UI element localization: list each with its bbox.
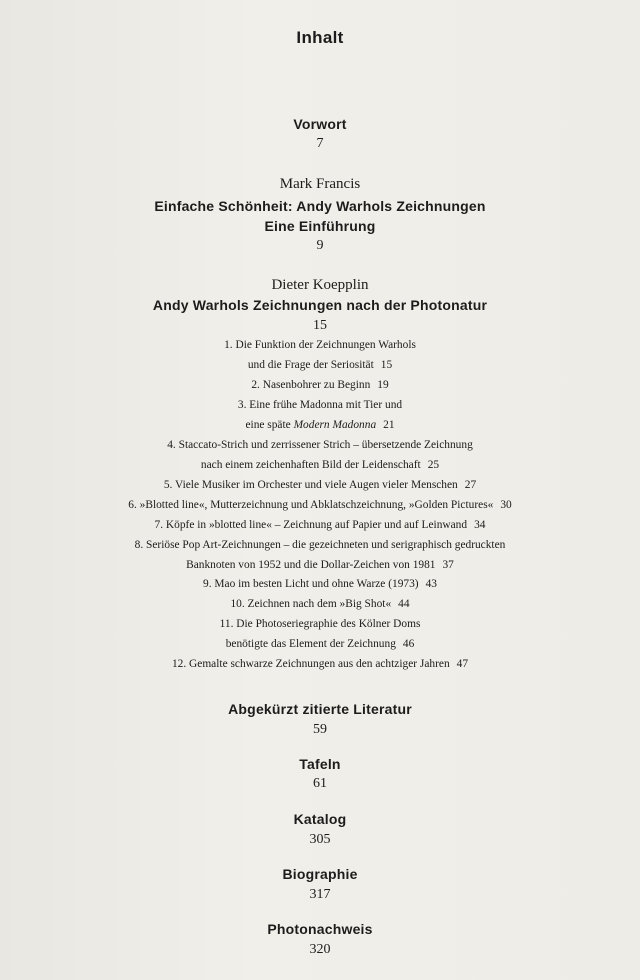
section-1-page: 15	[380, 359, 393, 371]
section-3-page: 21	[383, 419, 395, 431]
section-8-line-2: Banknoten von 1952 und die Dollar-Zeichen von 1981 37	[186, 559, 454, 571]
entry-literatur-page: 59	[313, 722, 327, 737]
section-5-page: 27	[464, 479, 477, 491]
section-6: 6. »Blotted line«, Mutterzeichnung und Abklatschzeichnung, »Golden Pictures« 30	[128, 499, 512, 511]
section-4-page: 25	[427, 459, 440, 471]
section-5: 5. Viele Musiker im Orchester und viele Augen vieler Menschen 27	[163, 479, 477, 491]
entry-katalog-page: 305	[309, 832, 331, 847]
entry-koepplin-title: Andy Warhols Zeichnungen nach der Photonatur	[152, 297, 488, 313]
entry-tafeln-page: 61	[313, 776, 327, 791]
entry-koepplin-page: 15	[313, 318, 327, 333]
section-4-line-2: nach einem zeichenhaften Bild der Leidenschaft 25	[200, 459, 440, 471]
section-7-page: 34	[474, 519, 486, 531]
section-3-line-2: eine späte Modern Madonna 21	[245, 419, 395, 431]
entry-francis-subtitle: Eine Einführung	[264, 218, 376, 234]
entry-biographie-title: Biographie	[282, 866, 358, 882]
section-6-page: 30	[500, 499, 512, 511]
section-12-page: 47	[456, 658, 469, 670]
entry-photonachweis-page: 320	[309, 942, 331, 957]
entry-koepplin-author: Dieter Koepplin	[271, 277, 369, 293]
section-4-line-1: 4. Staccato-Strich und zerrissener Strich – übersetzende Zeichnung	[167, 439, 473, 451]
section-3-line-1: 3. Eine frühe Madonna mit Tier und	[237, 399, 403, 411]
section-1-line-1: 1. Die Funktion der Zeichnungen Warhols	[224, 339, 416, 351]
section-10-page: 44	[398, 598, 410, 610]
section-9-page: 43	[425, 578, 437, 590]
entry-katalog-title: Katalog	[293, 811, 347, 827]
section-1-line-2: und die Frage der Seriosität 15	[247, 359, 393, 371]
entry-photonachweis-title: Photonachweis	[267, 921, 373, 937]
section-8-page: 37	[442, 559, 454, 571]
entry-francis-author: Mark Francis	[279, 176, 361, 192]
section-11-line-1: 11. Die Photoseriegraphie des Kölner Doms	[219, 618, 421, 630]
entry-tafeln-title: Tafeln	[299, 756, 341, 772]
page-title: Inhalt	[296, 28, 344, 47]
entry-literatur-title: Abgekürzt zitierte Literatur	[228, 701, 412, 717]
section-7: 7. Köpfe in »blotted line« – Zeichnung auf Papier und auf Leinwand 34	[154, 519, 486, 531]
section-2-page: 19	[377, 379, 389, 391]
entry-vorwort-page: 7	[316, 136, 324, 151]
section-11-line-2: benötigte das Element der Zeichnung 46	[225, 638, 415, 650]
entry-francis-title: Einfache Schönheit: Andy Warhols Zeichnungen	[154, 198, 486, 214]
section-8-line-1: 8. Seriöse Pop Art-Zeichnungen – die gezeichneten und serigraphisch gedruckten	[134, 539, 506, 551]
entry-vorwort-title: Vorwort	[293, 116, 347, 132]
section-10: 10. Zeichnen nach dem »Big Shot« 44	[230, 598, 410, 610]
section-2: 2. Nasenbohrer zu Beginn 19	[251, 379, 389, 391]
section-9: 9. Mao im besten Licht und ohne Warze (1973) 43	[203, 578, 437, 590]
section-12: 12. Gemalte schwarze Zeichnungen aus den achtziger Jahren 47	[171, 658, 469, 670]
entry-biographie-page: 317	[309, 887, 331, 902]
entry-francis-page: 9	[316, 238, 324, 253]
section-11-page: 46	[402, 638, 415, 650]
